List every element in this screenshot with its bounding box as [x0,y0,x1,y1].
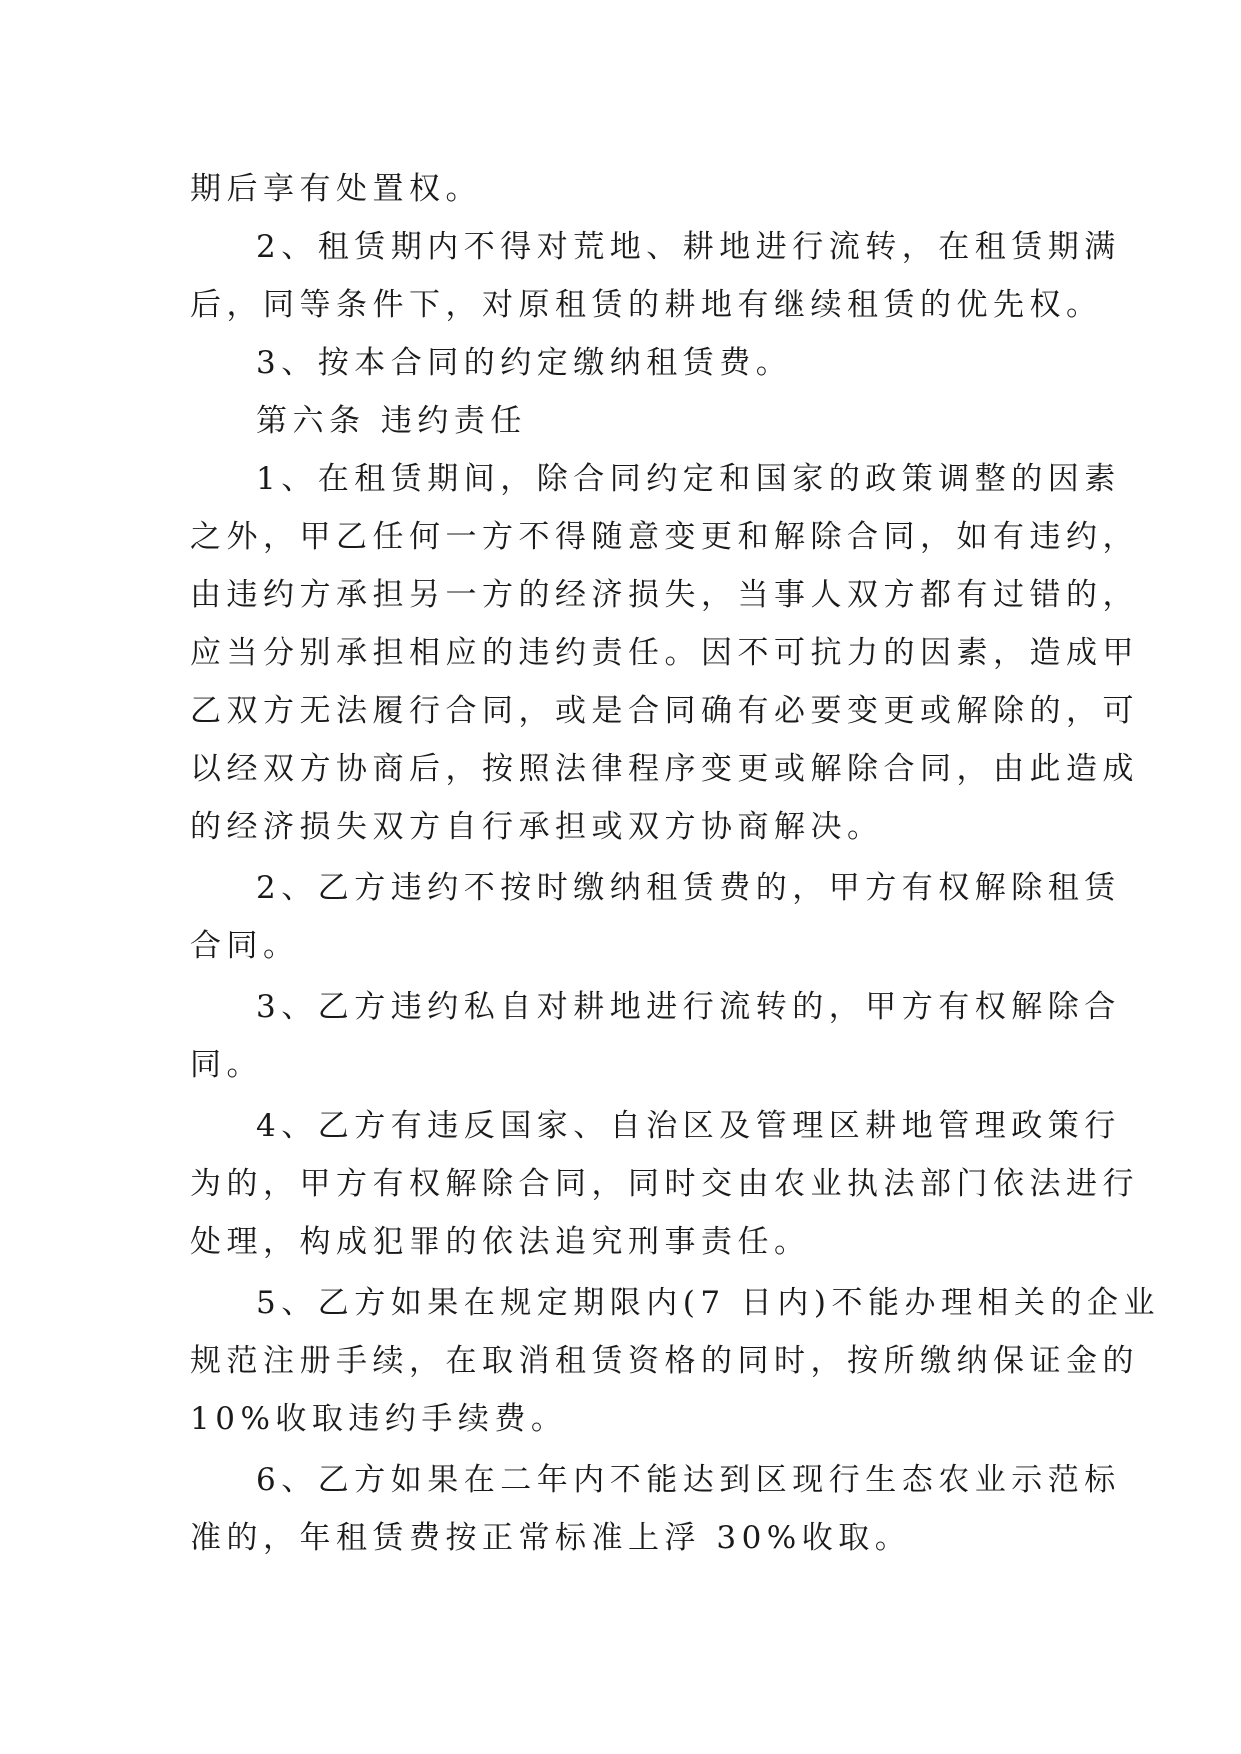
text-line: 5、乙方如果在规定期限内(7 日内)不能办理相关的企业 [256,1285,1160,1321]
text-line: 1、在租赁期间，除合同约定和国家的政策调整的因素 [256,461,1121,497]
text-line: 由违约方承担另一方的经济损失，当事人双方都有过错的， [190,577,1139,613]
text-line: 为的，甲方有权解除合同，同时交由农业执法部门依法进行 [190,1166,1139,1202]
paragraph-6 [190,859,1121,975]
text-line: 期后享有处置权。 [190,171,482,207]
text-line: 4、乙方有违反国家、自治区及管理区耕地管理政策行 [256,1108,1121,1144]
paragraph-5 [190,450,1139,856]
text-line: 10%收取违约手续费。 [190,1401,568,1437]
text-line: 以经双方协商后，按照法律程序变更或解除合同，由此造成 [190,751,1139,787]
text-line: 之外，甲乙任何一方不得随意变更和解除合同，如有违约， [190,519,1139,555]
text-line: 准的，年租赁费按正常标准上浮 30%收取。 [190,1520,912,1556]
paragraph-7 [190,978,1121,1094]
text-line: 2、租赁期内不得对荒地、耕地进行流转，在租赁期满 [256,229,1121,265]
text-line: 乙双方无法履行合同，或是合同确有必要变更或解除的，可 [190,693,1139,729]
text-line: 应当分别承担相应的违约责任。因不可抗力的因素，造成甲 [190,635,1139,671]
paragraph-9 [190,1274,1160,1448]
paragraph-8 [190,1097,1139,1271]
paragraph-2 [190,218,1121,334]
text-line: 3、乙方违约私自对耕地进行流转的，甲方有权解除合 [256,989,1121,1025]
paragraph-1 [190,160,1050,218]
text-line: 合同。 [190,928,300,964]
text-line: 处理，构成犯罪的依法追究刑事责任。 [190,1224,811,1260]
text-line: 3、按本合同的约定缴纳租赁费。 [256,345,793,381]
text-line: 2、乙方违约不按时缴纳租赁费的，甲方有权解除租赁 [256,870,1121,906]
section-heading [190,392,1050,450]
text-line: 规范注册手续，在取消租赁资格的同时，按所缴纳保证金的 [190,1343,1139,1379]
text-line: 6、乙方如果在二年内不能达到区现行生态农业示范标 [256,1462,1121,1498]
text-line: 的经济损失双方自行承担或双方协商解决。 [190,809,884,845]
text-line: 同。 [190,1047,263,1083]
document-body [190,160,1160,1567]
text-line: 后，同等条件下，对原租赁的耕地有继续租赁的优先权。 [190,287,1103,323]
paragraph-3 [190,334,1050,392]
section-title: 第六条 违约责任 [256,403,527,439]
paragraph-10 [190,1451,1121,1567]
